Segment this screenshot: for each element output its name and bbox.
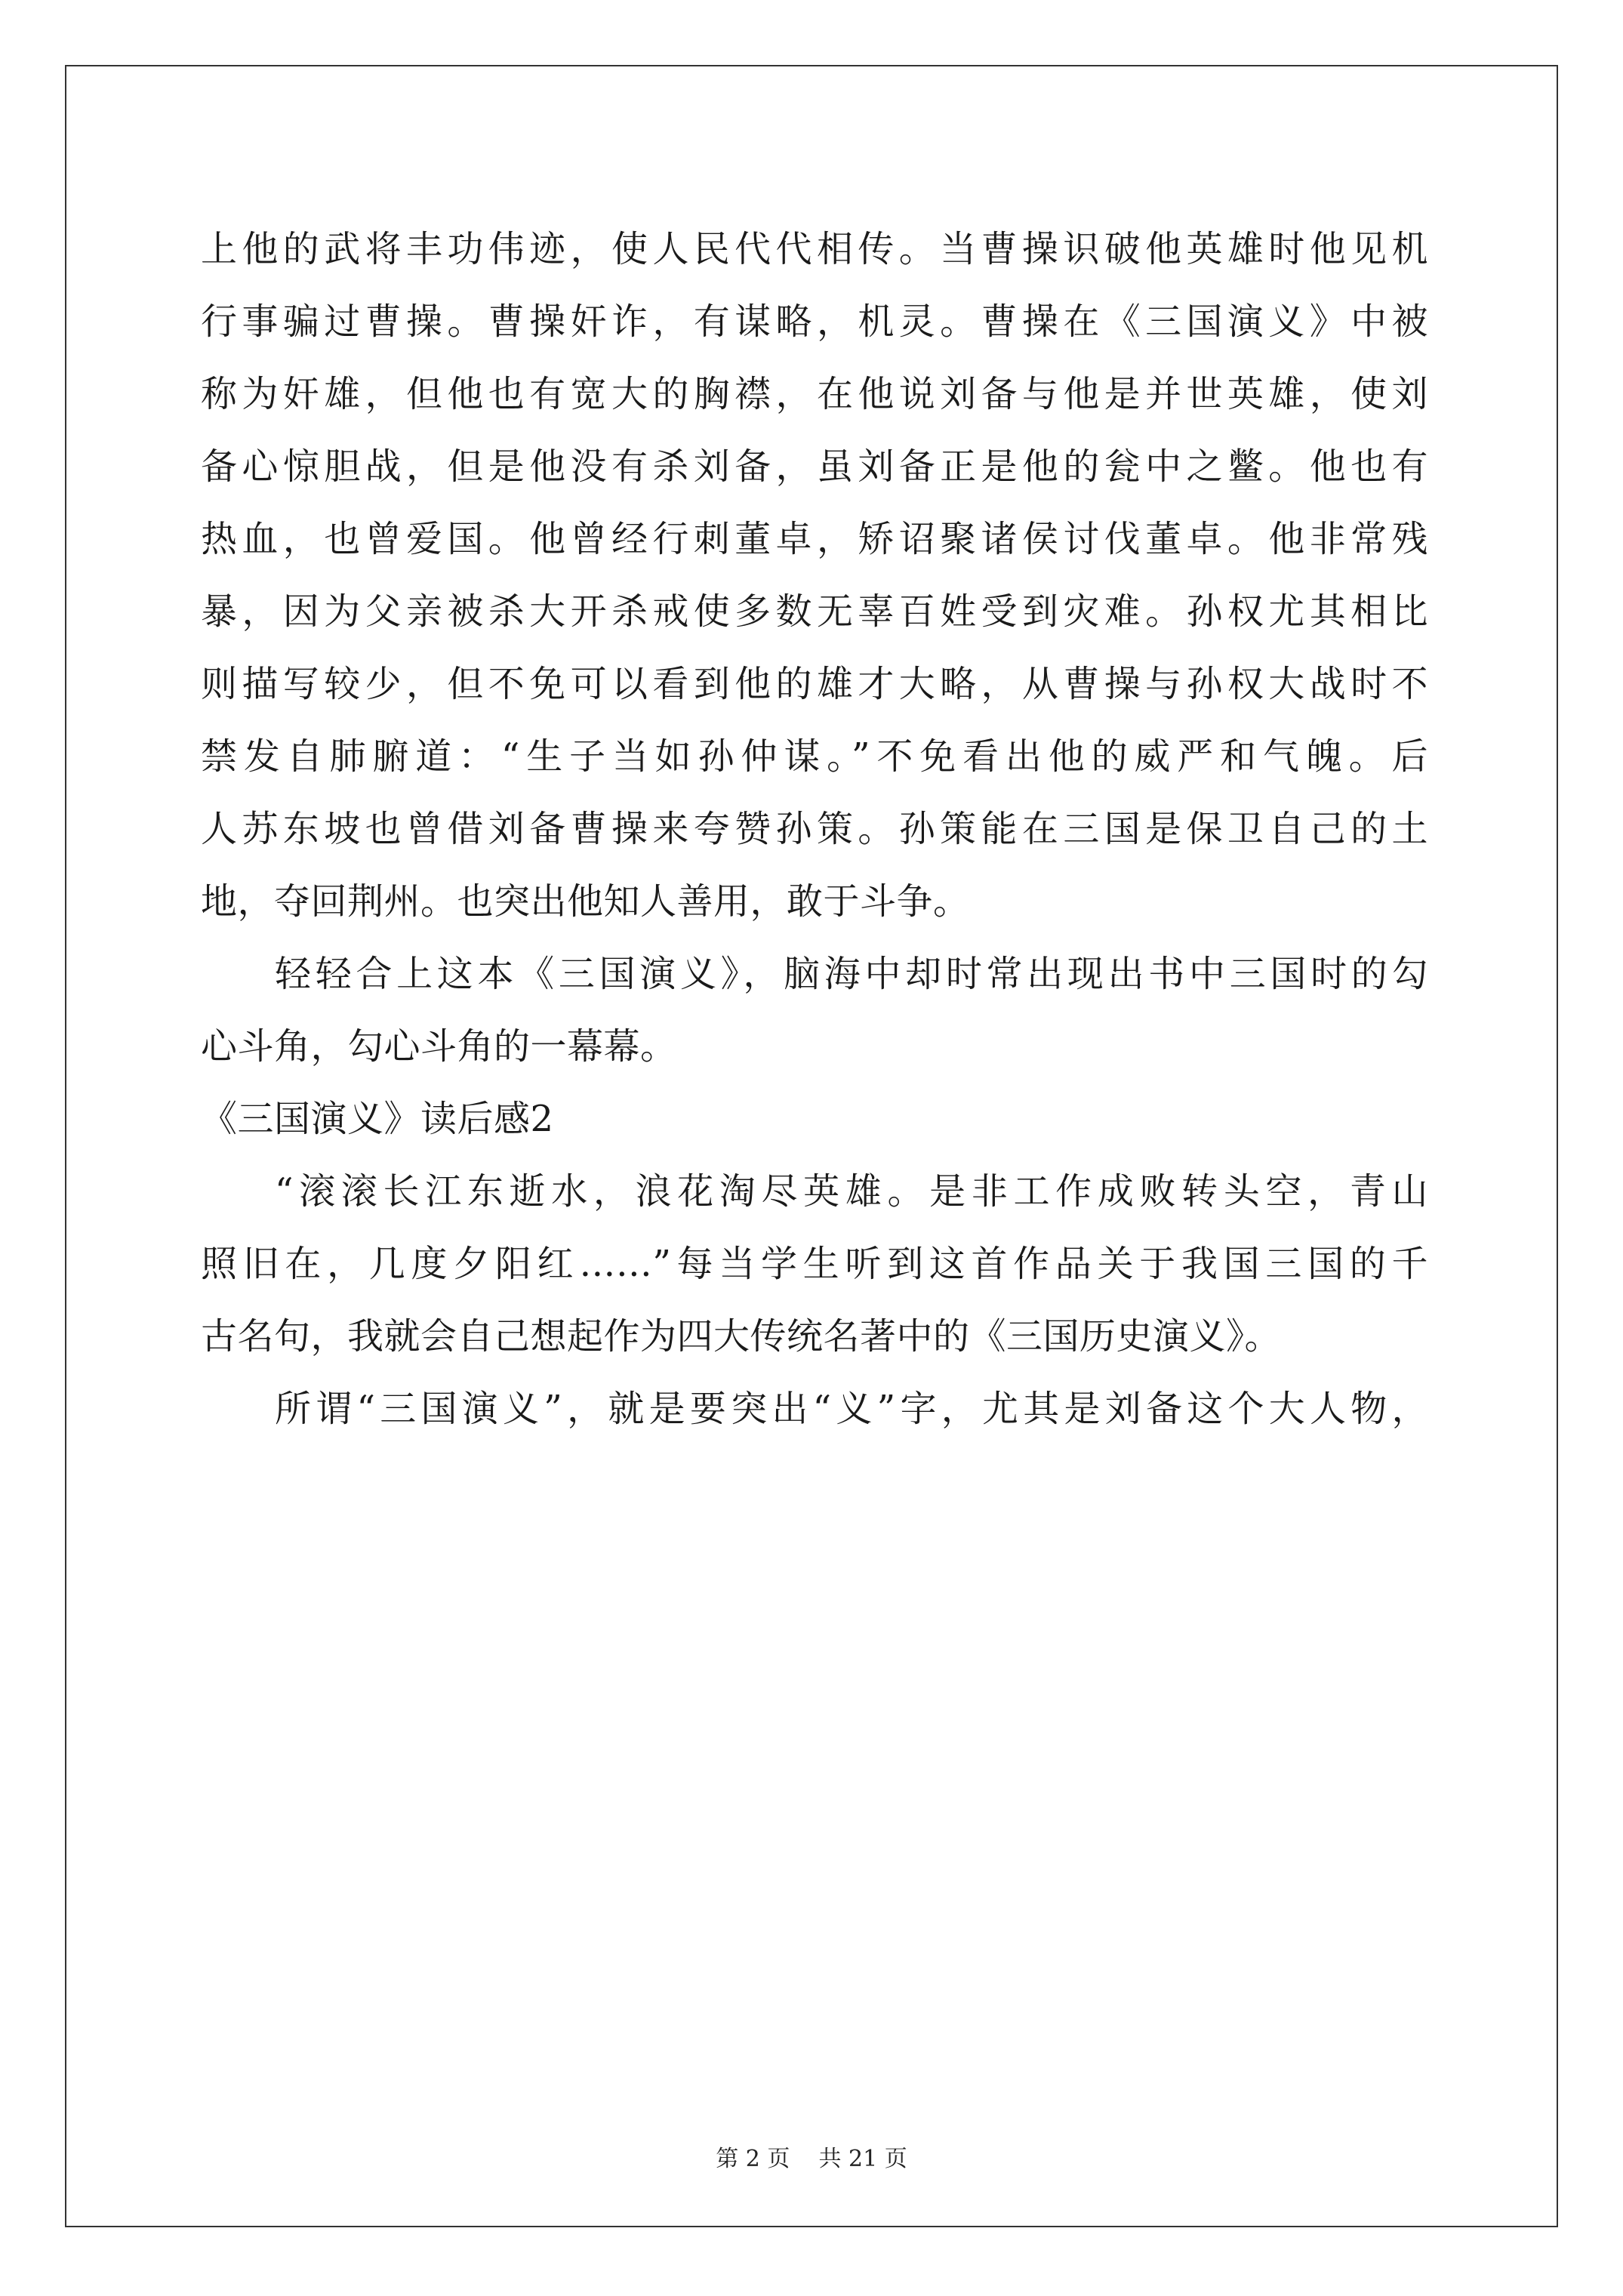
paragraph-first-line: 轻轻合上这本《三国演义》，脑海中却时常出现出书中三国时的勾 <box>275 953 1428 995</box>
text-line: 热血，也曾爱国。他曾经行刺董卓，矫诏聚诸侯讨伐董卓。他非常残 <box>201 518 1428 560</box>
text-line: 古名句，我就会自己想起作为四大传统名著中的《三国历史演义》。 <box>201 1315 1282 1358</box>
text-line: 暴，因为父亲被杀大开杀戒使多数无辜百姓受到灾难。孙权尤其相比 <box>201 590 1428 633</box>
page-number-footer: 第 2 页 共 21 页 <box>716 2146 907 2172</box>
section-heading: 《三国演义》读后感2 <box>201 1098 554 1140</box>
text-line: 人苏东坡也曾借刘备曹操来夸赞孙策。孙策能在三国是保卫自己的土 <box>201 808 1428 850</box>
text-line: 行事骗过曹操。曹操奸诈，有谋略，机灵。曹操在《三国演义》中被 <box>201 300 1428 343</box>
text-line: 地，夺回荆州。也突出他知人善用，敢于斗争。 <box>201 880 970 923</box>
text-line: 则描写较少，但不免可以看到他的雄才大略，从曹操与孙权大战时不 <box>201 663 1428 705</box>
text-line: 照旧在，几度夕阳红……”每当学生听到这首作品关于我国三国的千 <box>201 1243 1428 1285</box>
text-line: 心斗角，勾心斗角的一幕幕。 <box>201 1025 677 1068</box>
paragraph-first-line: 所谓“三国演义”，就是要突出“义”字，尤其是刘备这个大人物， <box>275 1388 1428 1430</box>
document-body <box>201 213 1428 1445</box>
text-line: 上他的武将丰功伟迹，使人民代代相传。当曹操识破他英雄时他见机 <box>201 228 1428 270</box>
paragraph-first-line: “滚滚长江东逝水，浪花淘尽英雄。是非工作成败转头空，青山 <box>275 1170 1428 1213</box>
text-line: 禁发自肺腑道：“生子当如孙仲谋。”不免看出他的威严和气魄。后 <box>201 735 1428 778</box>
text-line: 称为奸雄，但他也有宽大的胸襟，在他说刘备与他是并世英雄，使刘 <box>201 373 1428 415</box>
text-line: 备心惊胆战，但是他没有杀刘备，虽刘备正是他的瓮中之鳖。他也有 <box>201 445 1428 488</box>
